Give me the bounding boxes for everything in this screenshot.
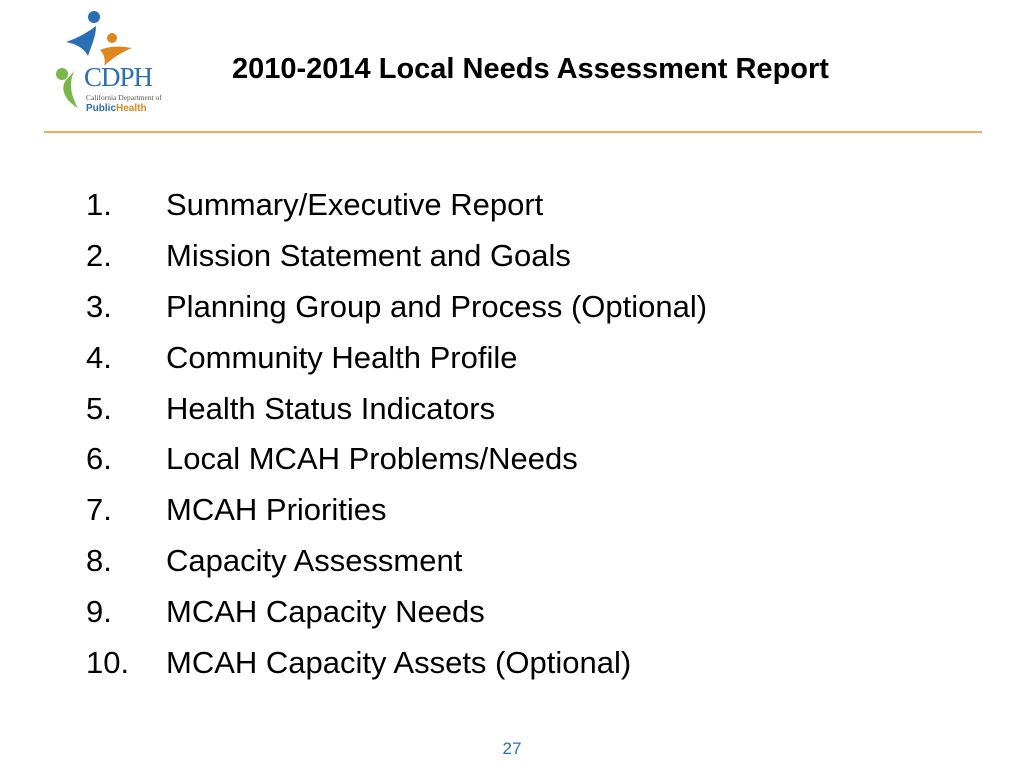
item-label: MCAH Priorities	[166, 492, 387, 528]
item-number: 10.	[86, 644, 130, 680]
item-label: Capacity Assessment	[166, 542, 463, 578]
item-label: Health Status Indicators	[166, 390, 496, 426]
item-number: 7.	[86, 492, 112, 528]
page-number: 27	[502, 739, 522, 758]
logo-public-health	[86, 104, 147, 114]
list-item	[86, 536, 707, 587]
item-label: MCAH Capacity Needs	[166, 593, 485, 629]
report-sections-list	[86, 180, 707, 688]
logo-abbreviation: CDPH	[84, 62, 153, 92]
item-label: Summary/Executive Report	[166, 187, 544, 223]
item-number: 5.	[86, 390, 112, 426]
list-item	[86, 434, 707, 485]
item-label: Planning Group and Process (Optional)	[166, 288, 708, 324]
list-item	[86, 180, 707, 231]
logo-public: Public	[86, 103, 117, 114]
header-divider	[44, 131, 982, 133]
item-number: 6.	[86, 441, 112, 477]
slide-title: 2010-2014 Local Needs Assessment Report	[232, 53, 829, 85]
item-number: 4.	[86, 339, 112, 375]
item-number: 2.	[86, 238, 112, 274]
item-label: Community Health Profile	[166, 339, 518, 375]
item-label: Local MCAH Problems/Needs	[166, 441, 578, 477]
list-item	[86, 637, 707, 688]
cdph-logo	[48, 8, 174, 116]
item-number: 9.	[86, 593, 112, 629]
item-number: 3.	[86, 288, 112, 324]
list-item	[86, 332, 707, 383]
logo-department: California Department of	[86, 93, 162, 102]
list-item	[86, 586, 707, 637]
logo-health: Health	[116, 103, 147, 114]
item-label: Mission Statement and Goals	[166, 238, 571, 274]
item-number: 8.	[86, 542, 112, 578]
list-item	[86, 282, 707, 333]
list-item	[86, 485, 707, 536]
list-item	[86, 383, 707, 434]
list-item	[86, 231, 707, 282]
item-number: 1.	[86, 187, 112, 223]
item-label: MCAH Capacity Assets (Optional)	[166, 644, 632, 680]
